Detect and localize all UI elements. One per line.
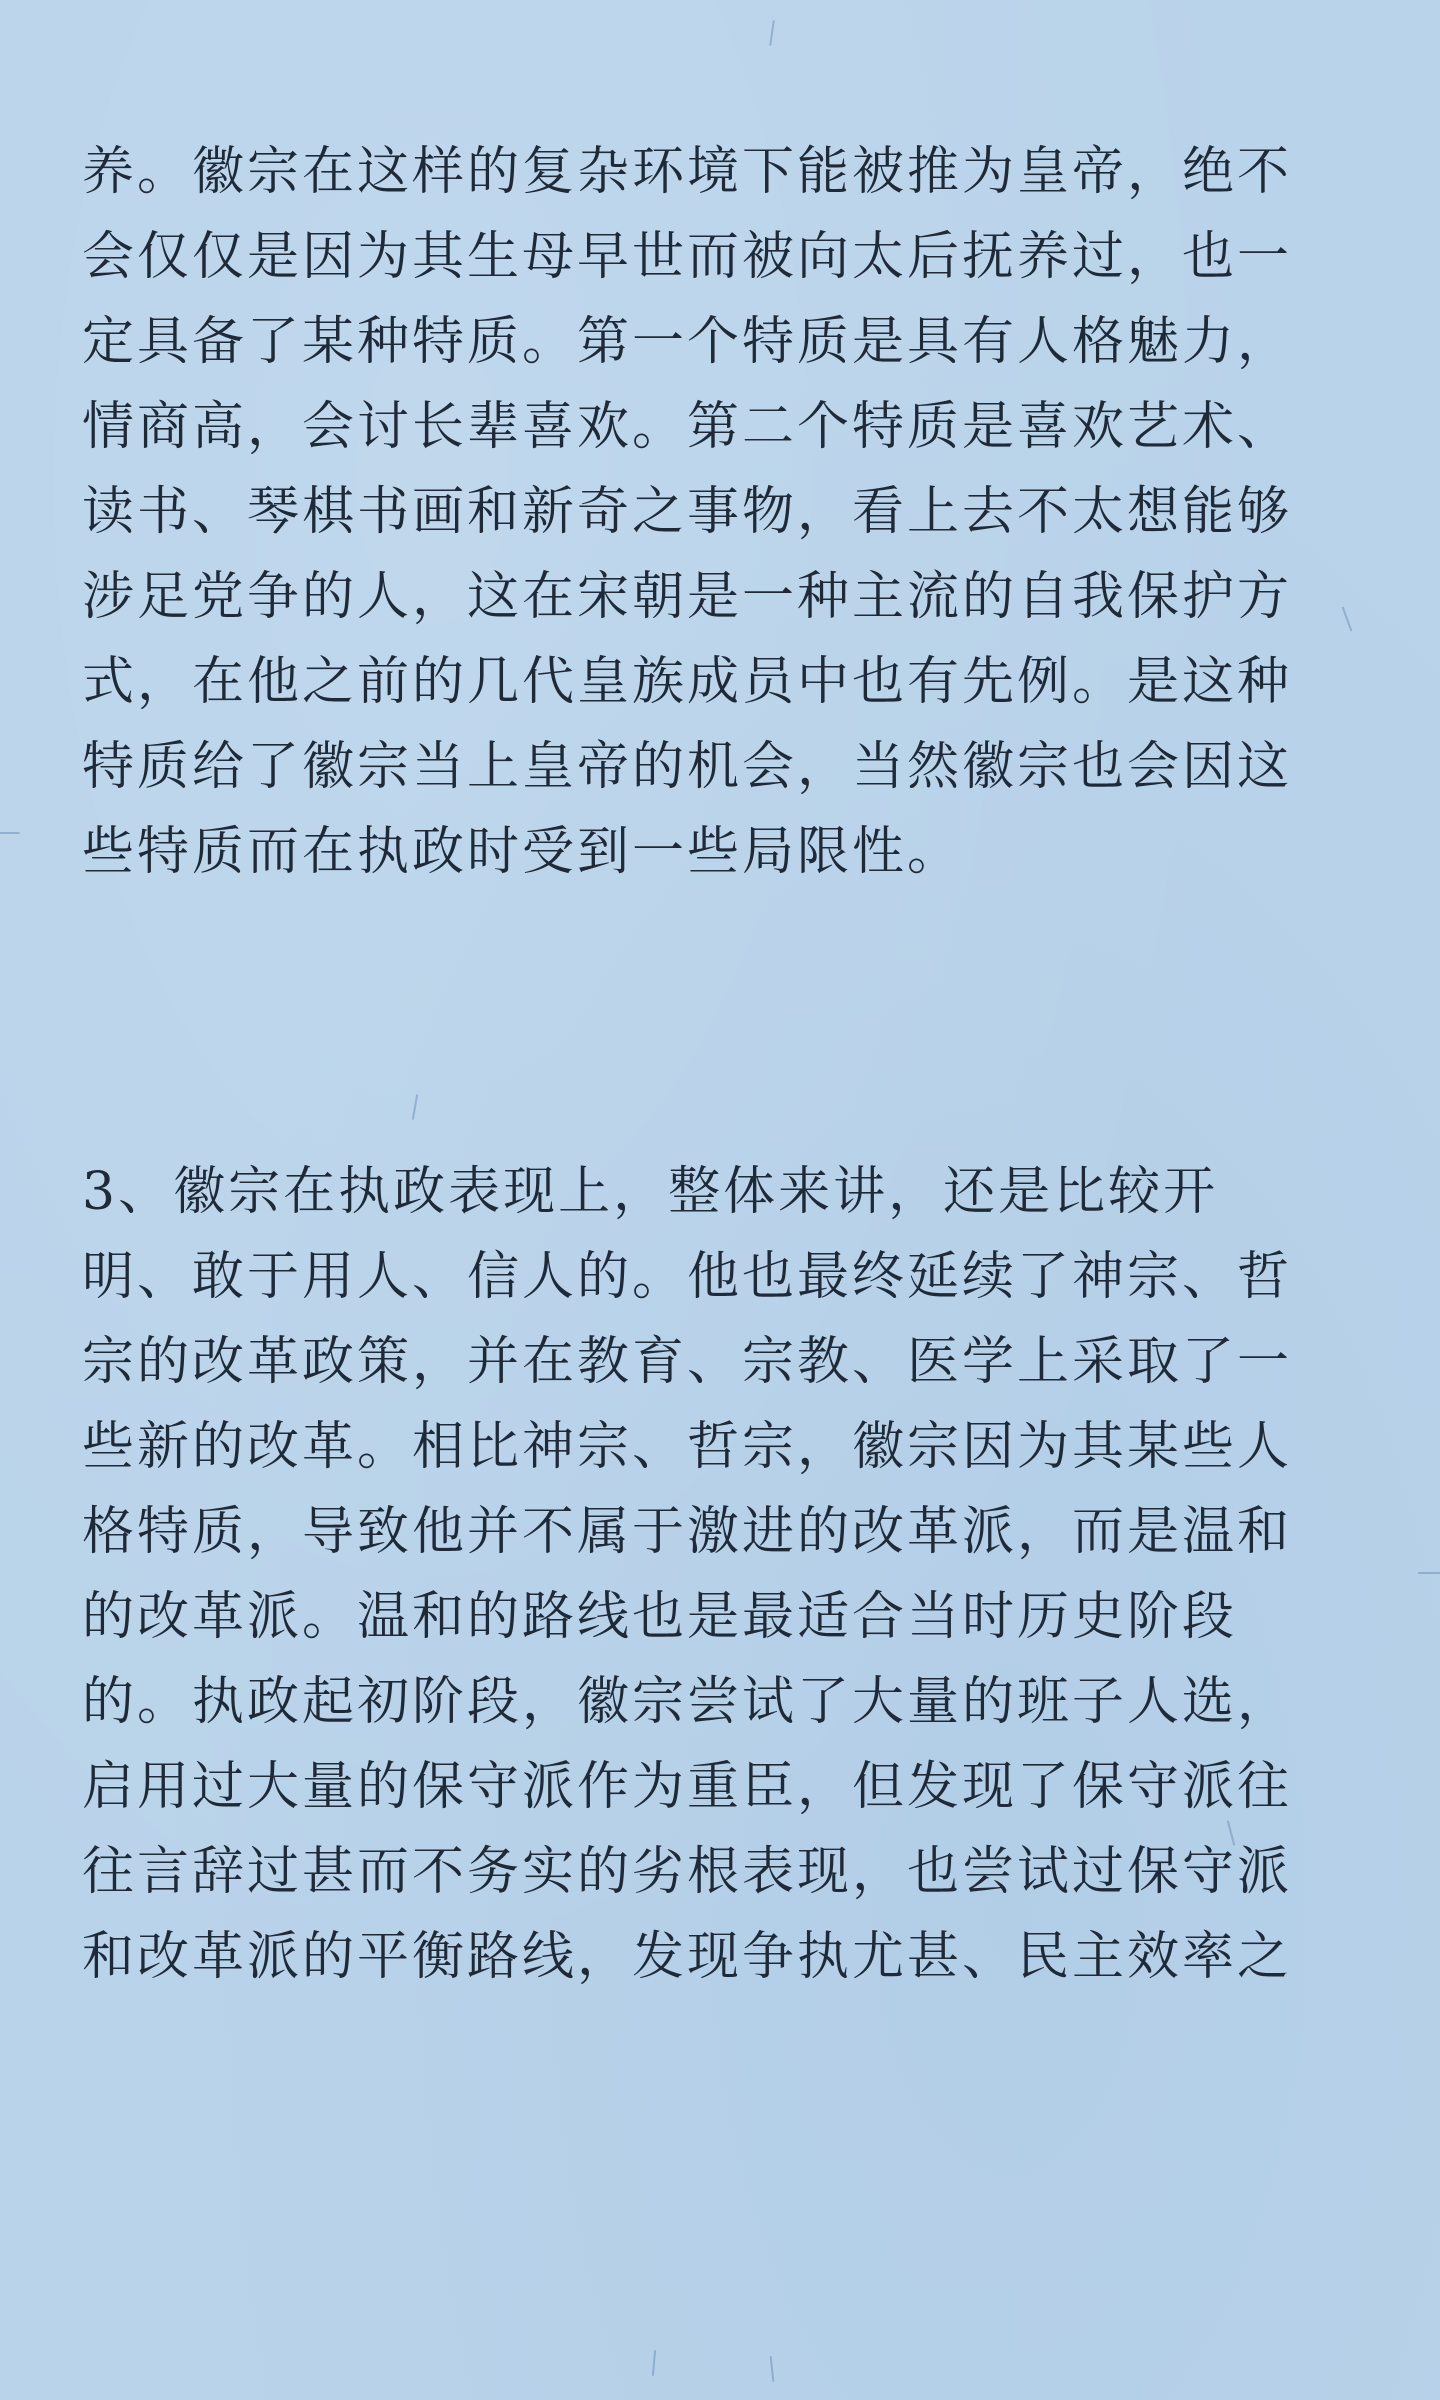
text-line: 读书、琴棋书画和新奇之事物，看上去不太想能够	[82, 482, 1293, 542]
text-line: 明、敢于用人、信人的。他也最终延续了神宗、哲	[82, 1247, 1293, 1307]
text-line: 格特质，导致他并不属于激进的改革派，而是温和	[82, 1502, 1293, 1562]
text-line: 启用过大量的保守派作为重臣，但发现了保守派往	[82, 1757, 1293, 1817]
text-line: 涉足党争的人，这在宋朝是一种主流的自我保护方	[82, 567, 1293, 627]
paragraph-2	[82, 1150, 1358, 2000]
text-line: 些新的改革。相比神宗、哲宗，徽宗因为其某些人	[82, 1417, 1293, 1477]
paper-fiber-decoration	[652, 2350, 656, 2376]
paper-fiber-decoration	[1418, 1572, 1440, 1574]
text-line: 3、徽宗在执政表现上，整体来讲，还是比较开	[82, 1162, 1219, 1222]
text-line: 式，在他之前的几代皇族成员中也有先例。是这种	[82, 652, 1293, 712]
article-text	[82, 130, 1358, 2000]
text-line: 往言辞过甚而不务实的劣根表现，也尝试过保守派	[82, 1842, 1293, 1902]
text-line: 养。徽宗在这样的复杂环境下能被推为皇帝，绝不	[82, 142, 1293, 202]
text-line: 宗的改革政策，并在教育、宗教、医学上采取了一	[82, 1332, 1293, 1392]
paper-fiber-decoration	[770, 2356, 775, 2382]
paper-fiber-decoration	[0, 832, 20, 834]
paragraph-spacer	[82, 895, 1358, 1150]
text-line: 和改革派的平衡路线，发现争执尤甚、民主效率之	[82, 1927, 1293, 1987]
text-line: 些特质而在执政时受到一些局限性。	[82, 822, 963, 882]
text-line: 情商高，会讨长辈喜欢。第二个特质是喜欢艺术、	[82, 397, 1293, 457]
text-line: 的改革派。温和的路线也是最适合当时历史阶段	[82, 1587, 1238, 1647]
text-line: 会仅仅是因为其生母早世而被向太后抚养过，也一	[82, 227, 1293, 287]
text-line: 定具备了某种特质。第一个特质是具有人格魅力，	[82, 312, 1293, 372]
paragraph-1	[82, 130, 1358, 895]
text-line: 的。执政起初阶段，徽宗尝试了大量的班子人选，	[82, 1672, 1293, 1732]
paper-fiber-decoration	[769, 20, 775, 46]
text-line: 特质给了徽宗当上皇帝的机会，当然徽宗也会因这	[82, 737, 1293, 797]
